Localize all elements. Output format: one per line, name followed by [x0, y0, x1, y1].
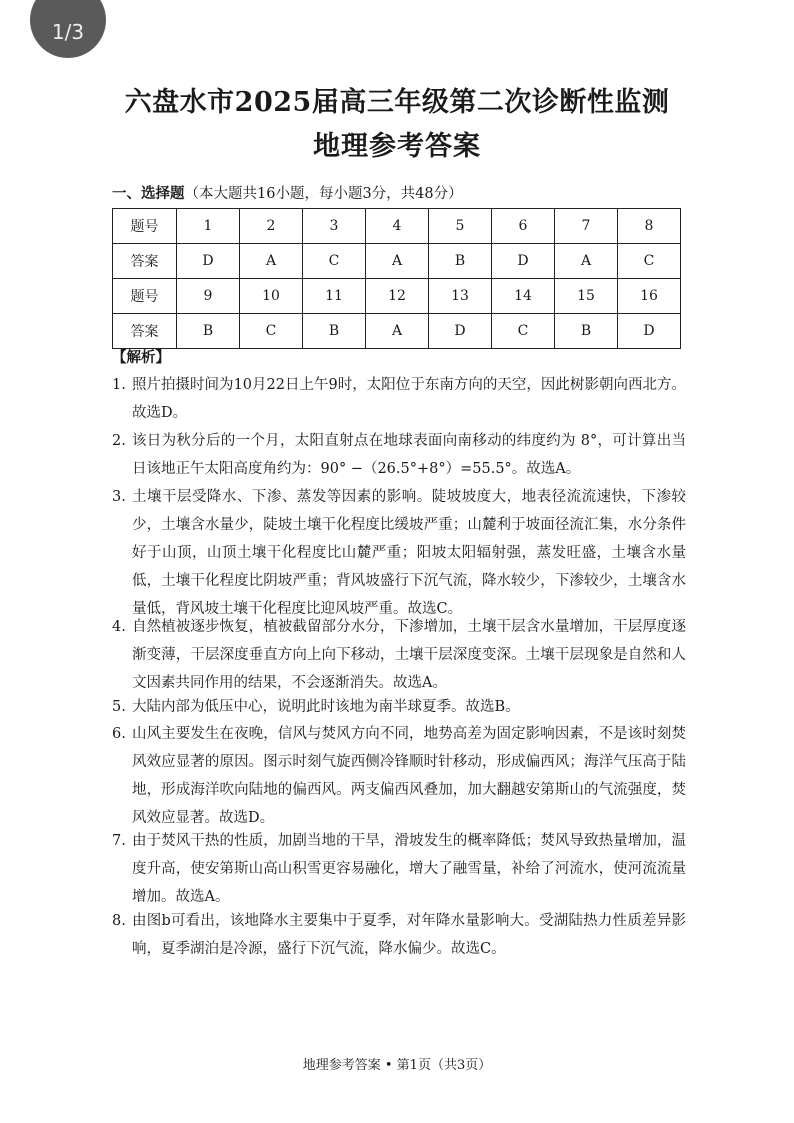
table-cell: 14 [492, 279, 555, 314]
section-heading [112, 182, 463, 203]
explanation-item [112, 907, 686, 963]
explanation-item [112, 483, 686, 623]
table-cell: 2 [240, 209, 303, 244]
table-cell: D [177, 244, 240, 279]
explanation-item [112, 720, 686, 832]
explanation-item [112, 827, 686, 911]
page-corner-badge: 1/3 [30, 0, 106, 58]
explanation-text: 照片拍摄时间为10月22日上午9时，太阳位于东南方向的天空，因此树影朝向西北方。故选D。 [132, 377, 686, 421]
table-cell: C [618, 244, 681, 279]
section-label: 一、选择题 [112, 185, 185, 202]
table-row [113, 279, 681, 314]
row-header-cell: 题号 [113, 209, 177, 244]
table-cell: A [366, 244, 429, 279]
explanation-item [112, 693, 686, 721]
row-header-cell: 答案 [113, 314, 177, 349]
table-cell: 15 [555, 279, 618, 314]
table-cell: D [492, 244, 555, 279]
explanation-item [112, 427, 686, 483]
table-cell: 6 [492, 209, 555, 244]
table-cell: A [366, 314, 429, 349]
table-cell: B [555, 314, 618, 349]
explanation-number: 7. [112, 833, 126, 849]
explanation-text: 由图b可看出，该地降水主要集中于夏季，对年降水量影响大。受湖陆热力性质差异影响，夏季湖泊是冷源，盛行下沉气流，降水偏少。故选C。 [132, 913, 686, 957]
section-note: （本大题共16小题，每小题3分，共48分） [184, 186, 463, 202]
table-cell: 12 [366, 279, 429, 314]
table-cell: C [492, 314, 555, 349]
explanation-number: 4. [112, 619, 126, 635]
table-cell: 4 [366, 209, 429, 244]
table-cell: B [177, 314, 240, 349]
analysis-label: 【解析】 [112, 349, 170, 366]
page-footer: 地理参考答案 • 第1页（共3页） [302, 1058, 492, 1073]
row-header-cell: 题号 [113, 279, 177, 314]
table-cell: 16 [618, 279, 681, 314]
table-cell: 7 [555, 209, 618, 244]
explanation-text: 由于焚风干热的性质，加剧当地的干旱，滑坡发生的概率降低；焚风导致热量增加，温度升高，使安第斯山高山积雪更容易融化，增大了融雪量，补给了河流水，使河流流量增加。故选A。 [132, 833, 686, 905]
explanation-item [112, 371, 686, 427]
table-row [113, 314, 681, 349]
explanation-text: 该日为秋分后的一个月，太阳直射点在地球表面向南移动的纬度约为 8°，可计算出当日该地正午太阳高度角约为：90° −（26.5°+8°）=55.5°。故选A。 [132, 433, 686, 477]
table-row [113, 209, 681, 244]
explanation-number: 3. [112, 489, 126, 505]
table-row [113, 244, 681, 279]
table-cell: 8 [618, 209, 681, 244]
table-cell: 3 [303, 209, 366, 244]
table-cell: 5 [429, 209, 492, 244]
table-cell: 10 [240, 279, 303, 314]
table-cell: 11 [303, 279, 366, 314]
document-title: 六盘水市2025届高三年级第二次诊断性监测 [124, 87, 670, 118]
explanation-item [112, 613, 686, 697]
table-cell: A [240, 244, 303, 279]
explanation-text: 山风主要发生在夜晚，信风与焚风方向不同，地势高差为固定影响因素，不是该时刻焚风效应显著的原因。图示时刻气旋西侧冷锋顺时针移动，形成偏西风；海洋气压高于陆地，形成海洋吹向陆地的偏西风。两支偏西风叠加，加大翻越安第斯山的气流强度，焚风效应显著。故选D。 [132, 726, 686, 826]
table-cell: B [303, 314, 366, 349]
table-cell: A [555, 244, 618, 279]
explanation-number: 6. [112, 726, 126, 742]
explanation-text: 土壤干层受降水、下渗、蒸发等因素的影响。陡坡坡度大，地表径流流速快，下渗较少，土壤含水量少，陡坡土壤干化程度比缓坡严重；山麓利于坡面径流汇集，水分条件好于山顶，山顶土壤干化程度比山麓严重；阳坡太阳辐射强，蒸发旺盛，土壤含水量低，土壤干化程度比阴坡严重；背风坡盛行下沉气流，降水较少，下渗较少，土壤含水量低，背风坡土壤干化程度比迎风坡严重。故选C。 [132, 489, 686, 617]
table-cell: 9 [177, 279, 240, 314]
explanation-text: 自然植被逐步恢复，植被截留部分水分，下渗增加，土壤干层含水量增加，干层厚度逐渐变薄，干层深度垂直方向上向下移动，土壤干层深度变深。土壤干层现象是自然和人文因素共同作用的结果，不会逐渐消失。故选A。 [132, 619, 686, 691]
table-cell: C [240, 314, 303, 349]
table-cell: B [429, 244, 492, 279]
table-cell: D [429, 314, 492, 349]
table-cell: 1 [177, 209, 240, 244]
explanation-number: 1. [112, 377, 126, 393]
document-subtitle: 地理参考答案 [313, 131, 481, 162]
table-cell: D [618, 314, 681, 349]
explanation-number: 2. [112, 433, 126, 449]
explanation-number: 5. [112, 699, 126, 715]
answer-table [112, 208, 681, 349]
row-header-cell: 答案 [113, 244, 177, 279]
table-cell: C [303, 244, 366, 279]
table-cell: 13 [429, 279, 492, 314]
explanation-number: 8. [112, 913, 126, 929]
explanation-text: 大陆内部为低压中心，说明此时该地为南半球夏季。故选B。 [132, 699, 520, 715]
